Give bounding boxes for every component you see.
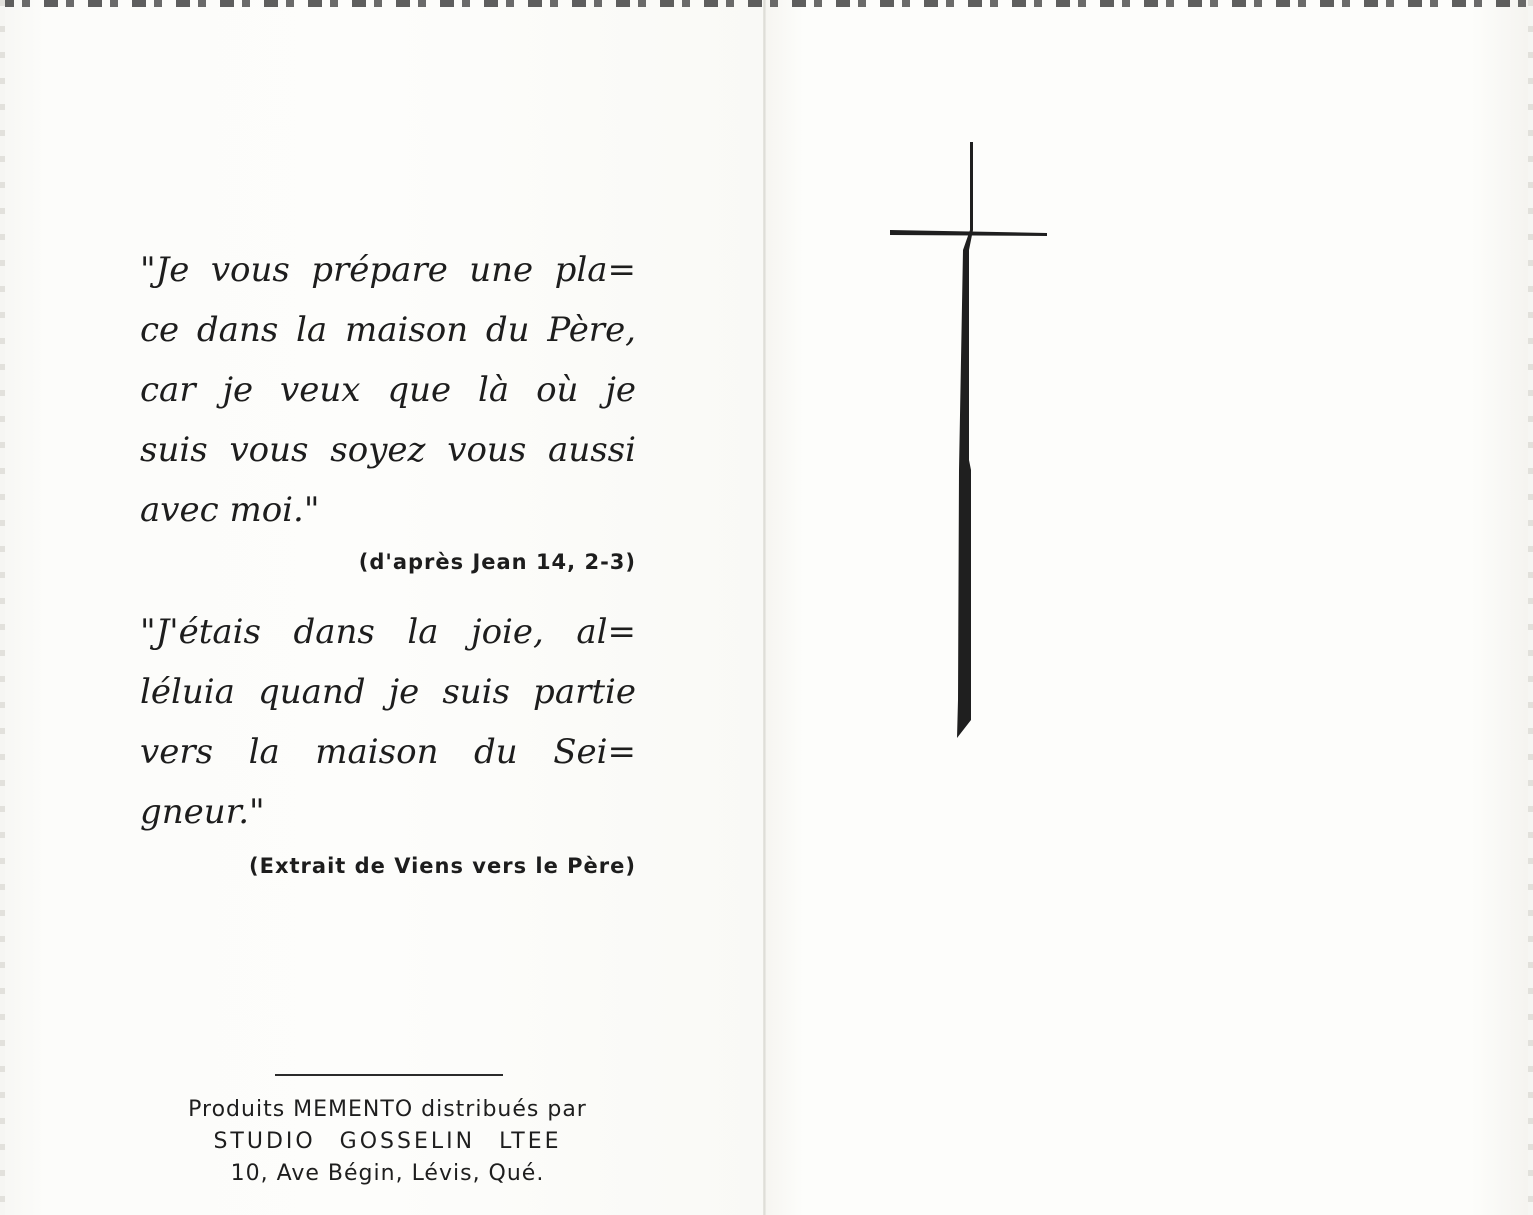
right-panel — [765, 0, 1533, 1215]
cross-icon — [885, 140, 1055, 740]
imprint-divider — [275, 1074, 503, 1076]
quote-line: ce dans la maison du Père, — [140, 310, 636, 350]
quote-line: "J'étais dans la joie, al= — [140, 612, 636, 652]
quote-john — [140, 240, 636, 540]
left-deckle-edge — [0, 0, 5, 1215]
card-fold — [763, 0, 766, 1215]
quote-line: léluia quand je suis partie — [140, 672, 636, 712]
imprint-line-products: Produits MEMENTO distribués par — [188, 1097, 587, 1122]
imprint-line-address: 10, Ave Bégin, Lévis, Qué. — [230, 1161, 545, 1186]
quote-line: "Je vous prépare une pla= — [140, 250, 636, 290]
quote-john-source: (d'après Jean 14, 2-3) — [358, 550, 636, 574]
quote-line: car je veux que là où je — [140, 370, 636, 410]
quote-line: avec moi." — [140, 490, 320, 530]
printer-imprint — [130, 1094, 645, 1190]
quote-line: vers la maison du Sei= — [140, 732, 636, 772]
quote-viens-vers-le-pere-source: (Extrait de Viens vers le Père) — [249, 854, 636, 878]
top-edge-print-strip — [0, 0, 1533, 7]
quote-viens-vers-le-pere — [140, 602, 636, 842]
imprint-line-company: STUDIO GOSSELIN LTEE — [213, 1129, 562, 1154]
quote-line: gneur." — [140, 792, 265, 832]
right-deckle-edge — [1528, 0, 1533, 1215]
quote-line: suis vous soyez vous aussi — [140, 430, 636, 470]
